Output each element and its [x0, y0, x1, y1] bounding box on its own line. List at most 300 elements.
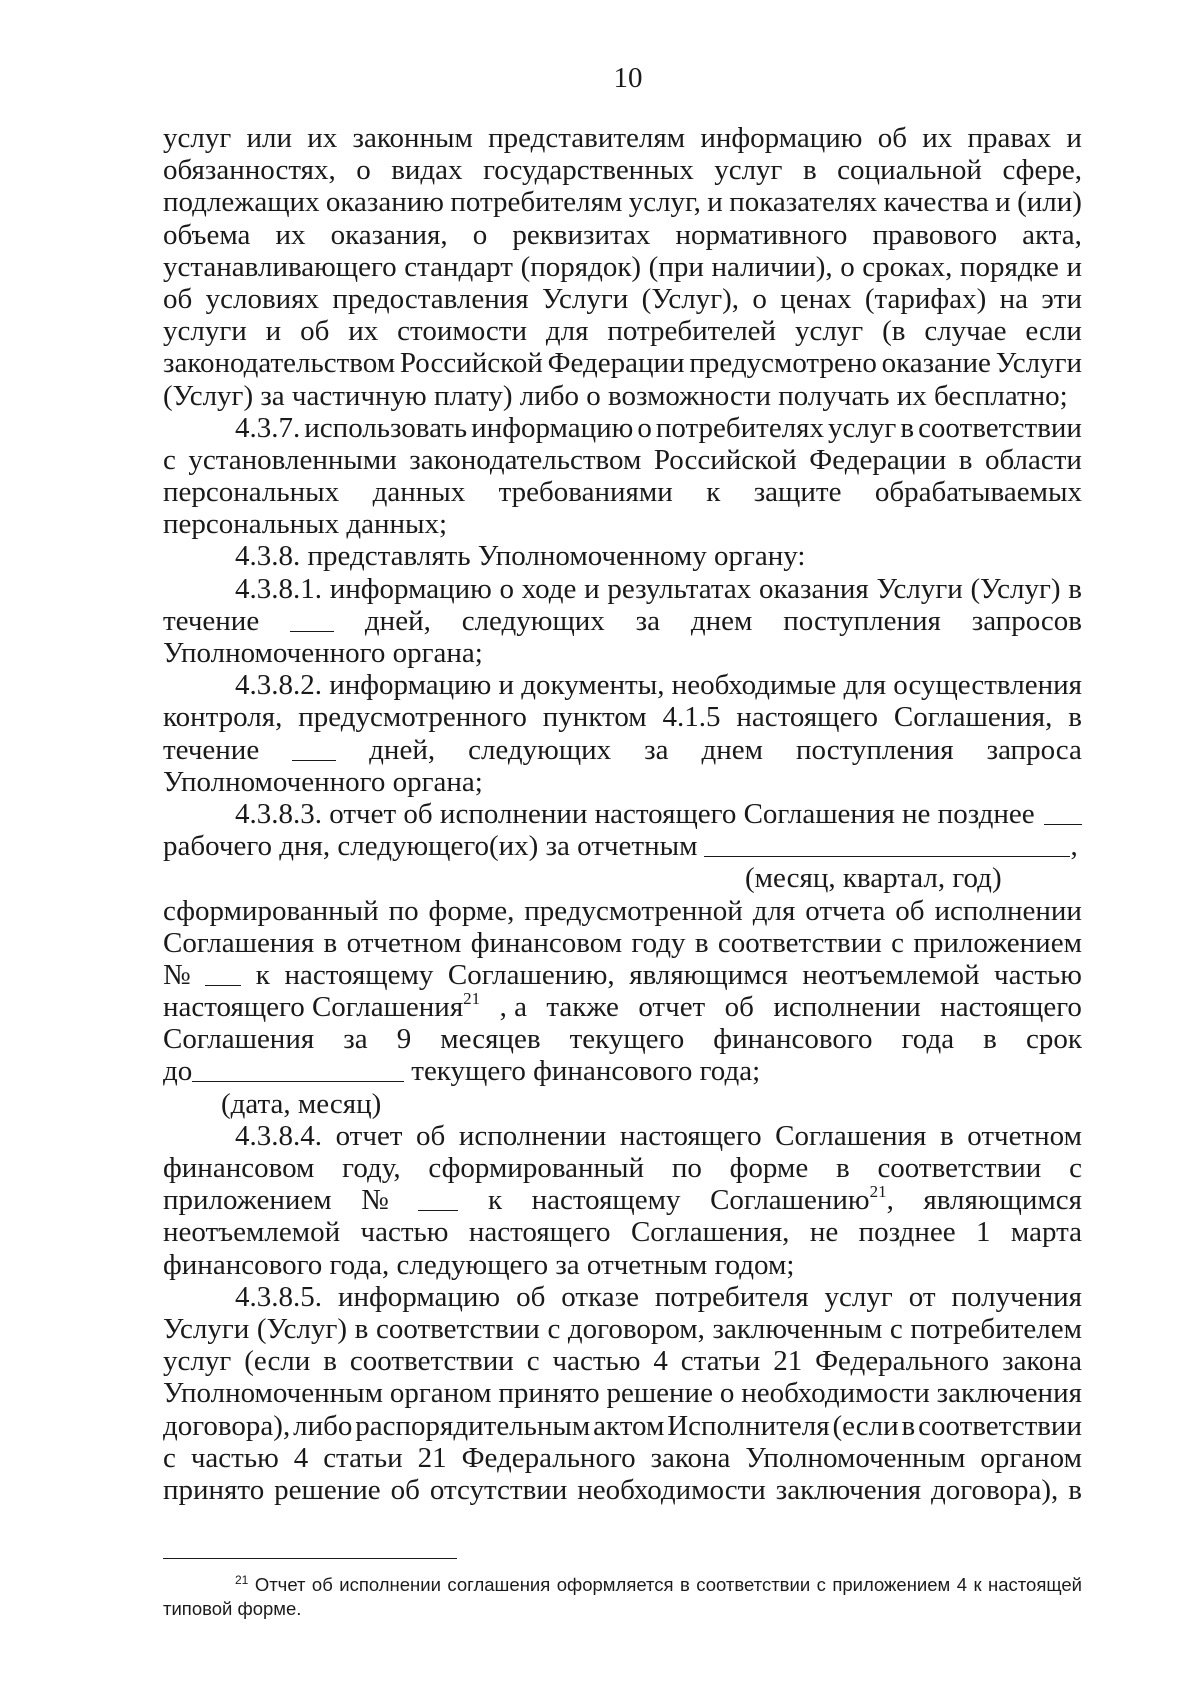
numero-sign: №	[361, 1184, 389, 1217]
phrase	[710, 1184, 894, 1216]
text-line	[163, 508, 1082, 540]
word: от	[908, 1280, 936, 1313]
word: отчет	[638, 991, 706, 1024]
word: 4.3.8.2.	[235, 669, 322, 702]
word: акта,	[1022, 218, 1082, 251]
word: Российской	[399, 347, 543, 380]
numero-sign: №	[163, 958, 191, 991]
page-number: 10	[613, 62, 643, 94]
word: их	[922, 122, 953, 154]
word: услуг	[794, 315, 864, 348]
word: в	[1068, 701, 1082, 734]
word: исполнении	[934, 894, 1082, 927]
word: о	[356, 154, 371, 187]
word: об	[390, 1473, 420, 1506]
word: статьи	[323, 1441, 403, 1474]
footnote-line	[163, 1597, 1082, 1621]
word: (порядок)	[520, 250, 642, 283]
text-line	[163, 637, 1082, 669]
word: для	[843, 669, 887, 702]
text-line	[163, 1152, 1082, 1184]
word: представителям	[488, 122, 686, 154]
word: закона	[650, 1441, 731, 1474]
word: не	[809, 1216, 839, 1249]
word: в	[900, 411, 915, 444]
word: документы,	[521, 669, 665, 702]
word: с	[526, 1345, 540, 1378]
word: с	[1069, 1152, 1082, 1184]
word: с	[163, 1441, 176, 1474]
footnote-line	[163, 1573, 1082, 1597]
word: , а	[499, 991, 527, 1024]
word: соответствии	[717, 926, 882, 959]
word: к	[706, 476, 721, 509]
text-line	[163, 1216, 1082, 1248]
comma: ,	[1070, 830, 1078, 863]
word: сформированный	[163, 894, 379, 927]
word: являющимся	[629, 958, 788, 991]
word: и	[707, 186, 723, 219]
text-line	[163, 154, 1082, 186]
word: данных	[372, 476, 466, 509]
word: обязанностях,	[163, 154, 336, 187]
word: услуг	[163, 1345, 232, 1378]
word: принято	[498, 1377, 600, 1410]
word: приложением	[832, 1574, 951, 1595]
word: соответствии	[877, 1152, 1042, 1184]
word: (если	[832, 1409, 899, 1442]
word: и	[498, 669, 515, 702]
line-text: (Услуг) за частичную плату) либо о возможности получать их бесплатно;	[163, 379, 1068, 412]
word: месяцев	[440, 1023, 541, 1056]
word: необходимости	[741, 1377, 930, 1410]
word: пунктом	[542, 701, 647, 734]
word: потребителей	[607, 315, 777, 348]
word: (тарифах)	[864, 282, 987, 315]
word: статьи	[680, 1345, 761, 1378]
footnote	[163, 1573, 1082, 1621]
word: объема	[163, 218, 251, 251]
word: наличии),	[711, 250, 833, 283]
word: поступления	[795, 733, 954, 766]
word: результатах	[607, 572, 752, 605]
word: оказания	[759, 572, 869, 605]
word: услуг	[714, 154, 783, 187]
word: 1	[976, 1216, 991, 1249]
word: в	[983, 1023, 997, 1056]
word: необходимости	[577, 1473, 766, 1506]
word: в	[802, 154, 817, 187]
word: Соглашения,	[630, 1216, 790, 1249]
text-line	[163, 1442, 1082, 1474]
clause-4-3-8-2-line	[163, 669, 1082, 701]
word: информацию	[337, 1280, 501, 1313]
word: подлежащих	[163, 186, 320, 219]
word: оказание	[881, 347, 991, 380]
line-text: типовой форме.	[163, 1598, 302, 1619]
word: Российской	[653, 443, 797, 476]
word: их	[275, 218, 306, 251]
word: персональных	[163, 476, 340, 509]
word: Соглашения	[163, 1023, 315, 1056]
word: заключения	[775, 1473, 922, 1506]
word: отчетном	[346, 926, 462, 959]
word: 4.3.8.1.	[235, 572, 322, 605]
text-line	[163, 476, 1082, 508]
word: настоящего	[468, 1216, 611, 1249]
phrase	[235, 1573, 248, 1597]
word: получения	[951, 1280, 1082, 1313]
word: настоящего Соглашения	[163, 991, 464, 1024]
word: (в	[882, 315, 906, 348]
word: (Услуг),	[641, 282, 740, 315]
phrase	[163, 991, 480, 1023]
text-line	[163, 766, 1082, 798]
word: настоящего	[940, 991, 1082, 1024]
word: 4	[653, 1345, 668, 1378]
word: о	[472, 218, 488, 251]
word: случае	[924, 315, 1007, 348]
line-text: 4.3.8.3. отчет об исполнении настоящего Соглашения не позднее	[235, 797, 1035, 830]
word: (если	[244, 1345, 311, 1378]
text-line	[163, 1184, 1082, 1216]
word: дней,	[364, 604, 431, 637]
text-line	[163, 1055, 1082, 1087]
word: приложением	[163, 1184, 332, 1217]
text-line	[163, 251, 1082, 283]
word: 4.1.5	[662, 701, 721, 734]
word: соответствии	[696, 1574, 811, 1595]
clause-4-3-8-1-line	[163, 573, 1082, 605]
text-line	[163, 895, 1082, 927]
word: сроках,	[862, 250, 953, 283]
appendix-number-blank	[205, 959, 241, 986]
word: о	[637, 411, 652, 444]
text-line	[163, 1377, 1082, 1409]
word: либо	[293, 1409, 353, 1442]
word: правах	[967, 122, 1052, 154]
text-line	[163, 444, 1082, 476]
line-text: текущего финансового года;	[411, 1055, 761, 1088]
line-text: финансового года, следующего за отчетным годом;	[163, 1248, 795, 1281]
word: в	[939, 1119, 954, 1152]
word: с	[163, 443, 176, 476]
comma: ,	[886, 1184, 894, 1217]
word: договора),	[931, 1473, 1059, 1506]
word: принято	[163, 1473, 265, 1506]
word: оказанию	[325, 186, 444, 219]
word: с	[547, 1312, 561, 1345]
word: частью	[994, 958, 1082, 991]
word: и	[1066, 250, 1082, 283]
text-line	[163, 959, 1082, 991]
word: в	[835, 1152, 850, 1184]
word: их	[307, 122, 338, 154]
text-line	[163, 1345, 1082, 1377]
word: отчетном	[967, 1119, 1082, 1152]
word: 21	[773, 1345, 803, 1378]
word: потребителем	[910, 1312, 1082, 1345]
word: за	[644, 733, 669, 766]
word: об	[516, 1280, 546, 1313]
word: неотъемлемой	[163, 1216, 341, 1249]
word: 4.3.7.	[235, 411, 301, 444]
line-text: рабочего дня, следующего(их) за отчетным	[163, 830, 698, 863]
word: течение	[163, 733, 260, 766]
word: информацию	[700, 122, 863, 154]
word: нормативного	[675, 218, 848, 251]
word: течение	[163, 604, 260, 637]
word: для	[752, 894, 796, 927]
word: днем	[690, 604, 753, 637]
word: законодательством	[409, 443, 642, 476]
text-line	[163, 186, 1082, 218]
days-blank	[292, 734, 336, 761]
word: Услуги	[542, 282, 629, 315]
word: в	[694, 926, 709, 959]
word: информацию	[329, 669, 492, 702]
text-line	[163, 347, 1082, 379]
word: соглашения	[447, 1574, 551, 1595]
text-line	[163, 734, 1082, 766]
word: настоящего	[736, 701, 879, 734]
word: неотъемлемой	[802, 958, 980, 991]
word: о	[499, 572, 515, 605]
word: об	[877, 122, 907, 154]
clause-4-3-8-5-line	[163, 1281, 1082, 1313]
word: контроля,	[163, 701, 283, 734]
word: требованиями	[498, 476, 673, 509]
word: (Услуг)	[256, 1312, 348, 1345]
line-text: Уполномоченного органа;	[163, 765, 483, 798]
text-line	[163, 315, 1082, 347]
line-text: 4.3.8. представлять Уполномоченному органу:	[235, 540, 806, 573]
word: услуг	[824, 1280, 893, 1313]
days-blank	[290, 605, 334, 632]
text-line	[163, 927, 1082, 959]
word: правового	[872, 218, 998, 251]
word: использовать	[304, 411, 468, 444]
word: запроса	[986, 733, 1082, 766]
text-line	[163, 830, 1082, 862]
word: финансового	[713, 1023, 873, 1056]
word: Федерального	[815, 1345, 990, 1378]
word: законодательством	[163, 347, 396, 380]
line-text: персональных данных;	[163, 508, 448, 541]
word: об	[163, 282, 193, 315]
word: следующих	[461, 604, 605, 637]
word: (или)	[1017, 186, 1082, 219]
word: Отчет	[254, 1574, 306, 1595]
word: стандарт	[404, 250, 513, 283]
word: с	[816, 1574, 826, 1595]
word: Услуги	[876, 572, 963, 605]
word: по	[671, 1152, 702, 1184]
word: и	[1066, 122, 1082, 154]
word: услуги	[163, 315, 247, 348]
word: об	[724, 991, 754, 1024]
word: или	[246, 122, 293, 154]
word: об	[416, 1119, 446, 1152]
word: сформированный	[428, 1152, 645, 1184]
word: предусмотренной	[524, 894, 743, 927]
word: отчета	[805, 894, 886, 927]
date-blank	[192, 1055, 404, 1082]
word: Уполномоченным	[745, 1441, 966, 1474]
word: настоящему	[531, 1184, 681, 1217]
word: исполнении	[339, 1574, 441, 1595]
word: о	[752, 282, 767, 315]
word: и	[265, 315, 282, 348]
period-caption: (месяц, квартал, год)	[745, 862, 1002, 895]
text-line	[163, 1249, 1082, 1281]
word: 21	[417, 1441, 447, 1474]
word: в	[354, 1312, 369, 1345]
word: финансовом	[163, 1152, 315, 1184]
text-line	[163, 283, 1082, 315]
word: и	[584, 572, 600, 605]
word: марта	[1010, 1216, 1082, 1249]
word: об	[895, 894, 925, 927]
word: об	[300, 315, 330, 348]
word: по	[388, 894, 419, 927]
period-blank	[704, 830, 1070, 857]
word: (Услуг)	[970, 572, 1061, 605]
word: в	[1068, 572, 1082, 605]
word: сфере,	[1002, 154, 1082, 187]
text-line	[163, 1410, 1082, 1442]
word: Соглашению,	[447, 958, 615, 991]
word: ходе	[521, 572, 577, 605]
footnote-ref: 21	[869, 1182, 887, 1202]
word: осуществления	[893, 669, 1082, 702]
word: настоящего	[619, 1119, 762, 1152]
word: в	[1068, 1473, 1082, 1506]
word: распорядительным	[355, 1409, 591, 1442]
word: приложением	[913, 926, 1082, 959]
word: частью	[552, 1345, 641, 1378]
word: к	[255, 958, 270, 991]
word: в	[323, 1345, 337, 1378]
word: качества	[883, 186, 989, 219]
text-line	[163, 605, 1082, 637]
clause-4-3-8-line	[163, 540, 1082, 572]
word: финансовом	[470, 926, 623, 959]
word: также	[546, 991, 619, 1024]
word: предусмотрено	[689, 347, 877, 380]
word: в	[958, 443, 973, 476]
word: 4.3.8.4.	[235, 1119, 322, 1152]
word: настоящей	[988, 1574, 1082, 1595]
word: частью	[190, 1441, 279, 1474]
word: государственных	[483, 154, 694, 187]
text-line	[163, 1313, 1082, 1345]
word: к	[487, 1184, 503, 1217]
word: в	[680, 1574, 690, 1595]
word: условиях	[205, 282, 320, 315]
word: Соглашения	[163, 926, 315, 959]
word: заключения	[936, 1377, 1082, 1410]
word: услуг	[828, 411, 897, 444]
word: Уполномоченным	[163, 1377, 383, 1410]
word: днем	[701, 733, 763, 766]
date-caption: (дата, месяц)	[221, 1087, 382, 1120]
word: стоимости	[397, 315, 527, 348]
word: поступления	[783, 604, 941, 637]
word: договором,	[567, 1312, 705, 1345]
word: частью	[360, 1216, 449, 1249]
word: в	[901, 1409, 916, 1442]
word: Соглашения	[775, 1119, 927, 1152]
word: соответствии	[918, 1409, 1082, 1442]
word: Соглашения,	[893, 701, 1053, 734]
text-line	[163, 1088, 1082, 1120]
word: отсутствии	[429, 1473, 568, 1506]
word: обрабатываемых	[874, 476, 1082, 509]
word: необходимые	[671, 669, 837, 702]
word: дней,	[369, 733, 436, 766]
word: исполнении	[458, 1119, 607, 1152]
word: с	[891, 926, 904, 959]
clause-4-3-8-3-line	[163, 798, 1082, 830]
word: области	[985, 443, 1082, 476]
word: Федерального	[461, 1441, 636, 1474]
word: если	[1025, 315, 1082, 348]
word: 9	[396, 1023, 412, 1056]
text-line	[163, 862, 1082, 894]
word: порядке	[960, 250, 1059, 283]
word: за	[635, 604, 660, 637]
word: к	[973, 1574, 982, 1595]
word: Федерации	[809, 443, 947, 476]
word: потребителям	[450, 186, 623, 219]
word: предоставления	[332, 282, 529, 315]
word: с	[889, 1312, 903, 1345]
word: запросов	[971, 604, 1082, 637]
text-line	[163, 1023, 1082, 1055]
word: устанавливающего	[163, 250, 397, 283]
text-line	[163, 122, 1082, 154]
word: 4.3.8.5.	[235, 1280, 322, 1313]
word: Федерации	[547, 347, 685, 380]
word: для	[545, 315, 589, 348]
word: договора),	[163, 1409, 291, 1442]
word: потребителя	[654, 1280, 809, 1313]
text-line	[163, 380, 1082, 412]
text-line	[163, 701, 1082, 733]
word: услуг,	[628, 186, 701, 219]
word: году,	[342, 1152, 401, 1184]
line-text: Уполномоченного органа;	[163, 637, 483, 669]
word: законным	[352, 122, 473, 154]
appendix-number-blank	[418, 1184, 458, 1211]
word: эти	[1041, 282, 1082, 315]
word: защите	[753, 476, 842, 509]
word: 4	[293, 1441, 309, 1474]
word: закона	[1002, 1345, 1082, 1378]
word: о	[840, 250, 855, 283]
word: предусмотренного	[298, 701, 527, 734]
word: настоящему	[284, 958, 434, 991]
word: оформляется	[556, 1574, 674, 1595]
word: в	[323, 926, 338, 959]
word: Услуги	[163, 1312, 250, 1345]
word: их	[348, 315, 379, 348]
word: информацию	[471, 411, 634, 444]
word: показателях	[729, 186, 878, 219]
footnote-ref: 21	[463, 989, 481, 1009]
word: исполнении	[773, 991, 921, 1024]
